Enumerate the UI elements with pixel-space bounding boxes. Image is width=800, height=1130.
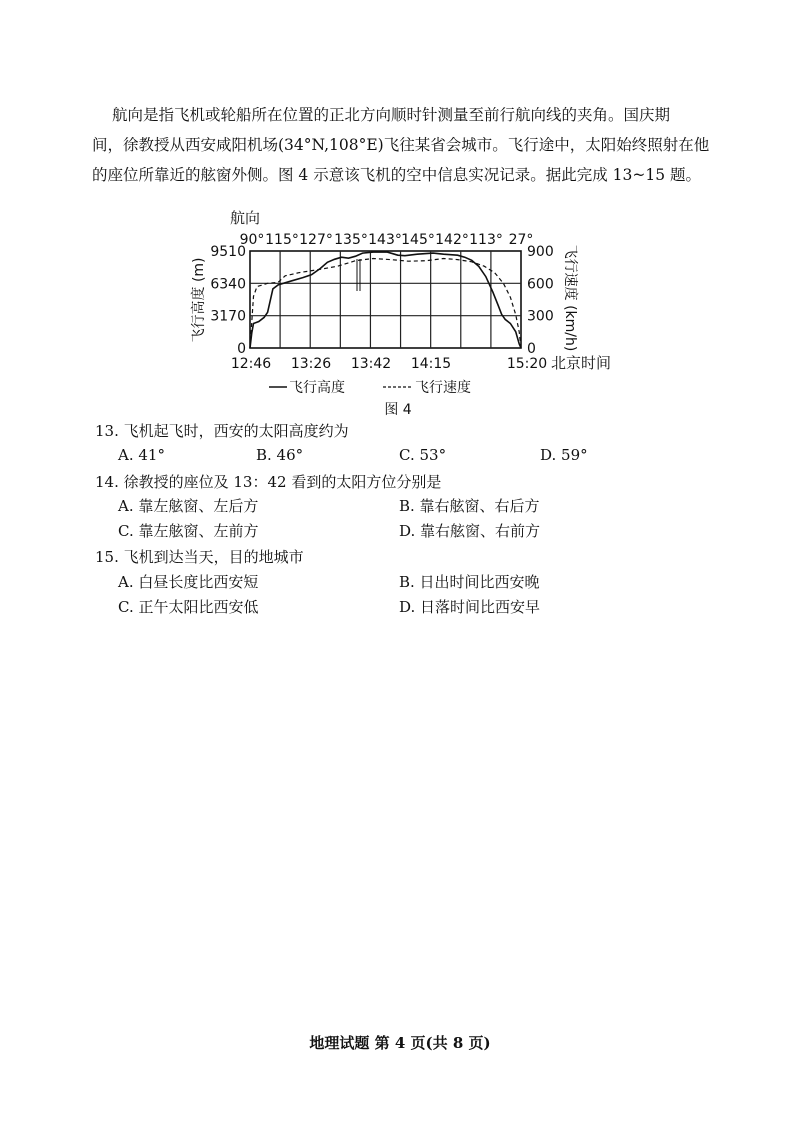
flight-record-chart — [0, 205, 800, 420]
y-left-axis-label — [190, 257, 207, 342]
passage-line-3: 的座位所靠近的舷窗外侧。图 4 示意该飞机的空中信息实况记录。据此完成 13~15 题。 — [92, 166, 702, 184]
y-left-tick-labels — [210, 244, 246, 357]
y-left-label-text: 飞行高度 (m) — [191, 257, 207, 343]
y-right-axis-label — [562, 245, 579, 352]
y-right-label-text: 飞行速度 (km/h) — [562, 244, 578, 352]
x-tick-labels — [231, 356, 547, 372]
q15-option-b[interactable]: B. 日出时间比西安晚 — [399, 573, 540, 591]
chart-title: 航向 — [230, 209, 261, 227]
chart-series — [250, 252, 521, 348]
heading-label: 115° — [265, 232, 299, 248]
q14-option-a[interactable]: A. 靠左舷窗、左后方 — [118, 497, 259, 515]
x-tick-label: 13:26 — [290, 356, 332, 372]
heading-label: 127° — [299, 232, 333, 248]
chart-legend — [269, 379, 471, 396]
passage-line-2: 间，徐教授从西安咸阳机场(34°N,108°E)飞往某省会城市。飞行途中，太阳始终照射在他 — [92, 136, 710, 154]
legend-altitude-label: 飞行高度 — [289, 380, 345, 396]
y-left-tick-label: 6340 — [210, 276, 246, 293]
y-right-tick-label: 600 — [527, 276, 554, 293]
q14-option-d[interactable]: D. 靠右舷窗、右前方 — [399, 522, 541, 540]
x-axis-label: 北京时间 — [551, 354, 612, 372]
heading-label: 90° — [239, 232, 265, 248]
q13-option-a[interactable]: A. 41° — [118, 446, 165, 464]
legend-speed-label: 飞行速度 — [415, 380, 471, 396]
heading-label: 143° — [368, 232, 402, 248]
x-tick-label: 15:20 — [506, 356, 548, 372]
x-tick-label: 13:42 — [350, 356, 392, 372]
q15-option-c[interactable]: C. 正午太阳比西安低 — [118, 598, 259, 616]
passage-line-1: 航向是指飞机或轮船所在位置的正北方向顺时针测量至前行航向线的夹角。国庆期 — [112, 106, 671, 124]
y-left-tick-label: 9510 — [210, 244, 246, 260]
y-left-tick-label: 3170 — [210, 308, 246, 325]
altitude-line — [250, 252, 521, 348]
q15-option-a[interactable]: A. 白昼长度比西安短 — [118, 573, 259, 591]
q14-option-b[interactable]: B. 靠右舷窗、右后方 — [399, 497, 540, 515]
q14-option-c[interactable]: C. 靠左舷窗、左前方 — [118, 522, 259, 540]
heading-labels — [240, 232, 534, 248]
q13-option-d[interactable]: D. 59° — [540, 446, 588, 464]
chart-grid — [250, 251, 521, 348]
speed-line — [250, 259, 521, 349]
question-13-stem: 13. 飞机起飞时，西安的太阳高度约为 — [95, 422, 349, 440]
q13-option-c[interactable]: C. 53° — [399, 446, 447, 464]
x-tick-label: 12:46 — [230, 356, 272, 372]
page-footer: 地理试题 第 4 页(共 8 页) — [309, 1034, 491, 1052]
question-14-stem: 14. 徐教授的座位及 13：42 看到的太阳方位分别是 — [95, 473, 442, 491]
y-right-tick-label: 300 — [527, 308, 554, 325]
y-left-tick-label: 0 — [237, 341, 246, 357]
y-right-tick-labels — [527, 244, 554, 357]
y-right-tick-label: 0 — [527, 341, 536, 357]
heading-label: 145° — [401, 232, 435, 248]
q15-option-d[interactable]: D. 日落时间比西安早 — [399, 598, 541, 616]
y-right-tick-label: 900 — [527, 244, 554, 260]
heading-label: 113° — [469, 232, 503, 248]
question-15-stem: 15. 飞机到达当天，目的地城市 — [95, 548, 304, 566]
heading-label: 27° — [508, 232, 534, 248]
passage — [92, 100, 722, 190]
heading-label: 142° — [435, 232, 469, 248]
x-tick-label: 14:15 — [410, 356, 452, 372]
plot-frame — [250, 251, 521, 348]
q13-option-b[interactable]: B. 46° — [256, 446, 304, 464]
figure-caption: 图 4 — [384, 402, 412, 418]
heading-label: 135° — [334, 232, 368, 248]
